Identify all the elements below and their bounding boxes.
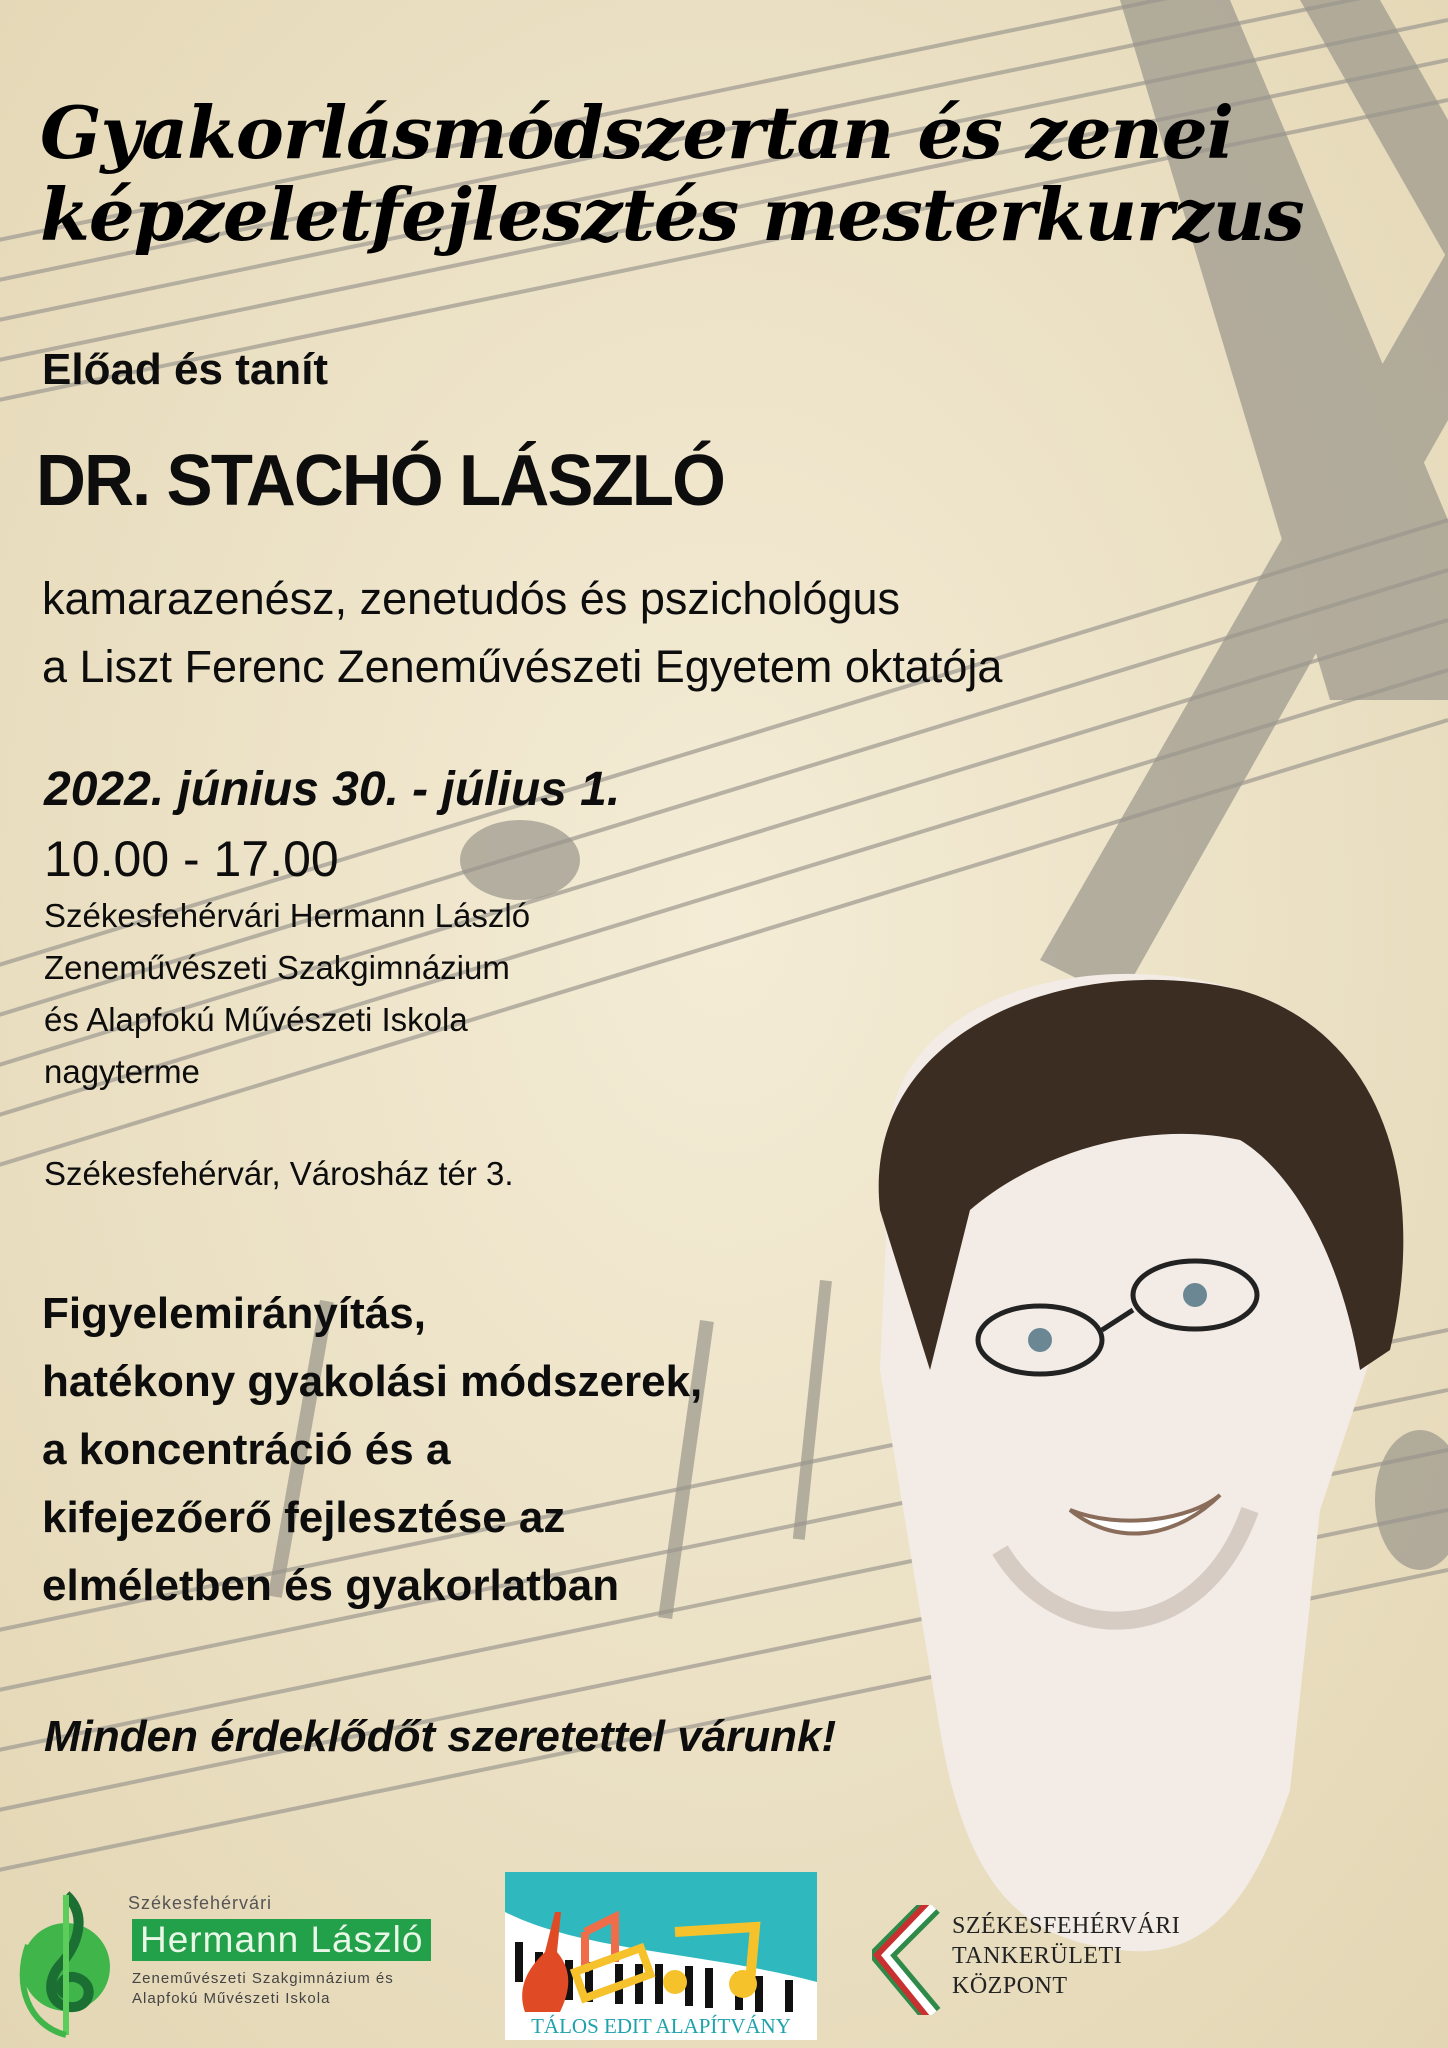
venue-line: Székesfehérvári Hermann László: [44, 897, 531, 934]
tankeruleti-kozpont-logo: [872, 1905, 1192, 2015]
presenter-intro: Előad és tanít: [42, 345, 329, 394]
presenter-role: [42, 565, 1002, 701]
talos-edit-logo: [505, 1872, 817, 2040]
hermann-subtitle-line-1: Zeneművészeti Szakgimnázium és: [132, 1970, 394, 1987]
venue-line: és Alapfokú Művészeti Iskola: [44, 1001, 468, 1038]
event-date: 2022. június 30. - július 1.: [44, 763, 621, 816]
venue-line: nagyterme: [44, 1053, 200, 1090]
course-topics: [42, 1280, 702, 1620]
hermann-laszlo-logo: [8, 1885, 448, 2045]
welcome-message: Minden érdeklődőt szeretettel várunk!: [44, 1712, 837, 1761]
talos-edit-label: TÁLOS EDIT ALAPÍTVÁNY: [505, 2012, 817, 2040]
event-venue: [44, 890, 530, 1098]
topic-line: a koncentráció és a: [42, 1425, 451, 1474]
k-tricolor-icon: [872, 1905, 942, 2015]
topic-line: kifejezőerő fejlesztése az: [42, 1493, 566, 1542]
tk-line-2: TANKERÜLETI: [952, 1943, 1123, 1969]
event-time: 10.00 - 17.00: [44, 831, 339, 887]
role-line-2: a Liszt Ferenc Zeneművészeti Egyetem oktatója: [42, 641, 1003, 692]
role-line-1: kamarazenész, zenetudós és pszichológus: [42, 573, 900, 624]
course-title-line-1: Gyakorlásmódszertan és zenei: [40, 90, 1234, 175]
course-title: [40, 92, 1440, 256]
topic-line: Figyelemirányítás,: [42, 1289, 426, 1338]
instruments-piano-icon: [505, 1872, 817, 2012]
tk-line-3: KÖZPONT: [952, 1973, 1068, 1999]
topic-line: elméletben és gyakorlatban: [42, 1561, 620, 1610]
event-address: Székesfehérvár, Városház tér 3.: [44, 1155, 514, 1192]
treble-clef-icon: [8, 1885, 118, 2045]
course-title-line-2: képzeletfejlesztés mesterkurzus: [40, 172, 1304, 257]
venue-line: Zeneművészeti Szakgimnázium: [44, 949, 510, 986]
hermann-subtitle: [132, 1969, 394, 2009]
hermann-name: Hermann László: [132, 1919, 431, 1961]
hermann-city: Székesfehérvári: [128, 1893, 273, 1913]
hermann-subtitle-line-2: Alapfokú Művészeti Iskola: [132, 1990, 331, 2007]
topic-line: hatékony gyakolási módszerek,: [42, 1357, 703, 1406]
presenter-name: DR. STACHÓ LÁSZLÓ: [36, 441, 724, 521]
tankeruleti-text: [952, 1911, 1180, 2001]
tk-line-1: SZÉKESFEHÉRVÁRI: [952, 1913, 1181, 1939]
